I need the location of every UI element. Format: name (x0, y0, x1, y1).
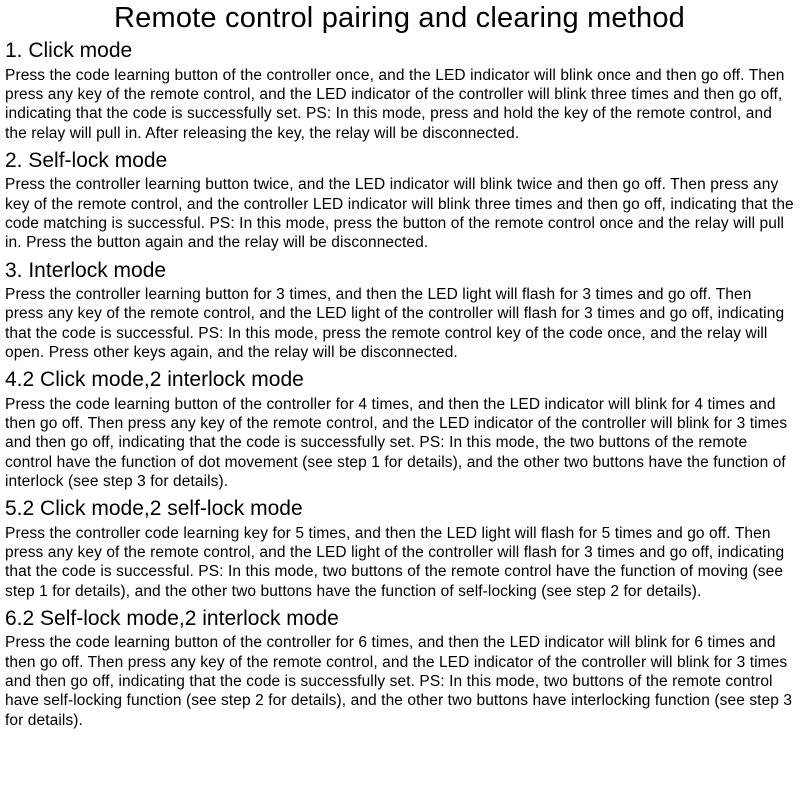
section-body-interlock-mode: Press the controller learning button for 3 times, and then the LED light will flash for 3 times and go off. Then press any key of the remote control, and the LED light of the controller will flash for 3 times and go off, indicating that the code is successful. PS: In this mode, press the remote control key of the code once, and the relay will open. Press other keys again, and the relay will be disconnected. (5, 285, 785, 362)
section-body-click-mode: Press the code learning button of the controller once, and the LED indicator will blink once and then go off. Then press any key of the remote control, and the LED indicator of the controller will blink three times and then go off, indicating that the code is successfully set. PS: In this mode, press and hold the key of the remote control, and the relay will pull in. After releasing the key, the relay will be disconnected. (5, 66, 785, 142)
section-body-self-lock-interlock-mode: Press the code learning button of the controller for 6 times, and then the LED indicator will blink for 6 times and then go off. Then press any key of the remote control, and the LED indicator of the controller will blink for 3 times and then go off, indicating that the code is successfully set. PS: In this mode, two buttons of the remote control have self-locking function (see step 2 for details), and the other two buttons have interlocking function (see step 3 for details). (5, 634, 793, 729)
section-heading-self-lock-mode: 2. Self-lock mode (5, 149, 168, 173)
section-click-mode (5, 38, 794, 143)
section-body-self-lock-mode: Press the controller learning button twice, and the LED indicator will blink twice and then go off. Then press any key of the remote control, and the controller LED indicator will blink three times and then go off, indicating that the code matching is successful. PS: In this mode, press the button of the remote control once and the relay will pull in. Press the button again and the relay will be disconnected. (5, 176, 794, 252)
section-body-click-self-lock-mode: Press the controller code learning key for 5 times, and then the LED light will flash for 5 times and go off. Then press any key of the remote control, and the LED light of the controller will flash for 3 times and go off, indicating that the code is successful. PS: In this mode, two buttons of the remote control have the function of moving (see step 1 for details), and the other two buttons have the function of self-locking (see step 2 for details). (5, 524, 785, 600)
section-heading-click-self-lock-mode: 5.2 Click mode,2 self-lock mode (5, 497, 303, 521)
section-heading-self-lock-interlock-mode: 6.2 Self-lock mode,2 interlock mode (5, 607, 339, 631)
page-title: Remote control pairing and clearing method (114, 2, 685, 34)
section-heading-click-interlock-mode: 4.2 Click mode,2 interlock mode (5, 368, 304, 392)
section-heading-click-mode: 1. Click mode (5, 39, 133, 63)
section-body-click-interlock-mode: Press the code learning button of the controller for 4 times, and then the LED indicator will blink for 4 times and then go off. Then press any key of the remote control, and the LED indicator of the controller will blink for 3 times and then go off, indicating that the code is successfully set. PS: In this mode, the two buttons of the remote control have the function of dot movement (see step 1 for details), and the other two buttons have the function of interlock (see step 3 for details). (5, 395, 788, 491)
section-click-interlock-mode (5, 367, 794, 491)
section-interlock-mode (5, 258, 794, 363)
section-heading-interlock-mode: 3. Interlock mode (5, 258, 167, 282)
section-self-lock-interlock-mode (5, 606, 794, 730)
section-click-self-lock-mode (5, 496, 794, 601)
section-self-lock-mode (5, 148, 794, 253)
